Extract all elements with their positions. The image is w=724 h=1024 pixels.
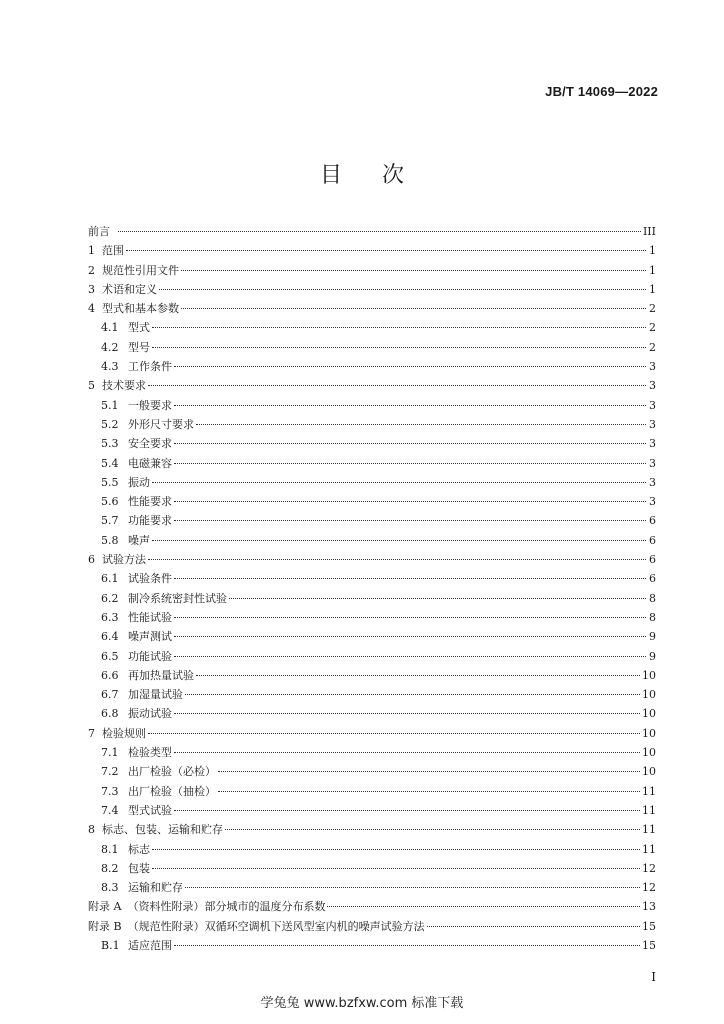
toc-entry-page: 11 [642, 803, 656, 817]
toc-entry-number: 5.3 [101, 437, 119, 451]
footer-watermark: 学兔兔 www.bzfxw.com 标准下载 [260, 996, 464, 1011]
toc-dot-leader [152, 347, 646, 348]
toc-entry-number: 6.3 [101, 610, 119, 624]
toc-entry-number: 6.7 [101, 688, 119, 702]
toc-entry-page: 6 [649, 553, 656, 567]
toc-entry-page: 3 [649, 360, 656, 374]
toc-entry[interactable] [88, 318, 656, 337]
toc-entry-title: 性能试验 [128, 610, 172, 624]
toc-entry-page: 15 [642, 919, 656, 933]
toc-entry[interactable] [88, 569, 656, 588]
toc-entry[interactable] [88, 897, 656, 916]
toc-entry-title: 标志 [128, 842, 150, 856]
toc-entry-title: 适应范围 [128, 938, 172, 952]
toc-entry-page: 3 [649, 398, 656, 412]
toc-dot-leader [427, 926, 640, 927]
toc-entry-page: 1 [649, 263, 656, 277]
toc-entry-number: 4.1 [101, 321, 119, 335]
toc-entry-number: 附录 B [88, 919, 122, 933]
toc-entry-title: 型式 [128, 321, 150, 335]
toc-entry-number: 7.4 [101, 803, 119, 817]
toc-entry-title: （资料性附录）部分城市的温度分布系数 [127, 900, 326, 914]
toc-entry-title: 加湿量试验 [128, 688, 183, 702]
toc-entry[interactable] [88, 357, 656, 376]
page-number: I [651, 970, 656, 984]
toc-entry[interactable] [88, 280, 656, 299]
toc-entry-page: 12 [642, 881, 656, 895]
toc-entry-title: 型式和基本参数 [102, 302, 179, 316]
toc-dot-leader [159, 289, 646, 290]
toc-entry-number: 附录 A [88, 900, 122, 914]
toc-entry-page: 1 [649, 244, 656, 258]
toc-entry-title: 规范性引用文件 [102, 263, 179, 277]
toc-entry-title: 范围 [102, 244, 124, 258]
toc-entry-number: 前言 [88, 225, 110, 238]
toc-entry[interactable] [88, 511, 656, 530]
toc-entry-page: 3 [649, 417, 656, 431]
toc-entry-page: 2 [649, 340, 656, 354]
toc-entry-page: 6 [649, 514, 656, 528]
toc-dot-leader [196, 424, 646, 425]
toc-entry-title: 检验类型 [128, 746, 172, 760]
toc-entry-title: 电磁兼容 [128, 456, 172, 470]
toc-entry[interactable] [88, 608, 656, 627]
toc-entry[interactable] [88, 531, 656, 550]
toc-dot-leader [225, 829, 640, 830]
toc-entry[interactable] [88, 743, 656, 762]
toc-dot-leader [174, 501, 646, 502]
toc-entry-number: 6.2 [101, 591, 119, 605]
toc-entry-title: 再加热量试验 [128, 668, 194, 682]
toc-entry-title: 外形尺寸要求 [128, 417, 194, 431]
toc-entry[interactable] [88, 222, 656, 241]
toc-dot-leader [174, 520, 646, 521]
toc-entry[interactable] [88, 782, 656, 801]
toc-entry-title: 出厂检验（必检） [128, 765, 216, 779]
toc-entry-number: 7.1 [101, 746, 119, 760]
toc-entry-number: 2 [88, 263, 95, 277]
toc-entry-number: 6.5 [101, 649, 119, 663]
toc-entry-number: 6.8 [101, 707, 119, 721]
toc-entry-page: 9 [649, 630, 656, 644]
toc-entry-number: 5.7 [101, 514, 119, 528]
toc-dot-leader [218, 791, 640, 792]
toc-title-part1: 目 [319, 163, 342, 188]
toc-entry-title: 检验规则 [102, 726, 146, 740]
toc-entry-page: 8 [649, 591, 656, 605]
toc-entry-number: 7 [88, 726, 95, 740]
toc-entry-number: 4.2 [101, 340, 119, 354]
toc-entry[interactable] [88, 801, 656, 820]
toc-entry[interactable] [88, 376, 656, 395]
toc-entry-title: 噪声 [128, 533, 150, 547]
toc-entry-title: （规范性附录）双循环空调机下送风型室内机的噪声试验方法 [127, 919, 425, 933]
toc-entry[interactable] [88, 338, 656, 357]
toc-entry[interactable] [88, 762, 656, 781]
toc-entry-title: 工作条件 [128, 360, 172, 374]
toc-entry-number: 8.3 [101, 881, 119, 895]
toc-dot-leader [174, 945, 640, 946]
toc-dot-leader [174, 578, 646, 579]
toc-entry[interactable] [88, 685, 656, 704]
toc-entry-number: 8.2 [101, 861, 119, 875]
toc-entry-page: 2 [649, 302, 656, 316]
toc-entry-page: 3 [649, 495, 656, 509]
toc-entry-title: 型号 [128, 340, 150, 354]
toc-entry-number: 8 [88, 823, 95, 837]
toc-dot-leader [174, 617, 646, 618]
toc-entry-page: 3 [649, 437, 656, 451]
toc-entry-title: 振动 [128, 475, 150, 489]
toc-entry[interactable] [88, 666, 656, 685]
toc-entry-page: 6 [649, 533, 656, 547]
toc-entry-page: 2 [649, 321, 656, 335]
toc-dot-leader [148, 559, 646, 560]
toc-entry[interactable] [88, 704, 656, 723]
toc-entry-title: 包装 [128, 861, 150, 875]
toc-entry-title: 噪声测试 [128, 630, 172, 644]
toc-entry[interactable] [88, 647, 656, 666]
toc-entry-page: 3 [649, 456, 656, 470]
toc-entry-title: 试验方法 [102, 553, 146, 567]
toc-entry-page: 12 [642, 861, 656, 875]
toc-entry-page: 10 [642, 726, 656, 740]
toc-dot-leader [229, 598, 646, 599]
toc-entry[interactable] [88, 261, 656, 280]
toc-dot-leader [174, 463, 646, 464]
toc-entry-number: 7.2 [101, 765, 119, 779]
toc-entry[interactable] [88, 492, 656, 511]
toc-entry-page: 11 [642, 784, 656, 798]
toc-dot-leader [152, 849, 640, 850]
toc-dot-leader [196, 675, 640, 676]
toc-entry-page: 8 [649, 610, 656, 624]
toc-dot-leader [152, 327, 646, 328]
toc-entry-number: 5.4 [101, 456, 119, 470]
toc-entry[interactable] [88, 936, 656, 955]
toc-entry[interactable] [88, 917, 656, 936]
toc-entry-page: 6 [649, 572, 656, 586]
toc-entry[interactable] [88, 627, 656, 646]
toc-entry-number: 5.8 [101, 533, 119, 547]
toc-entry-number: 5 [88, 379, 95, 393]
toc-entry-number: 1 [88, 244, 95, 258]
toc-entry-title: 术语和定义 [102, 282, 157, 296]
toc-dot-leader [181, 270, 646, 271]
toc-entry-number: 8.1 [101, 842, 119, 856]
toc-entry[interactable] [88, 396, 656, 415]
toc-entry-number: 3 [88, 282, 95, 296]
toc-entry-title: 技术要求 [102, 379, 146, 393]
toc-entry-page: 10 [642, 746, 656, 760]
toc-entry-number: 5.1 [101, 398, 119, 412]
toc-entry-title: 试验条件 [128, 572, 172, 586]
toc-entry-number: 6 [88, 553, 95, 567]
toc-entry-title: 型式试验 [128, 803, 172, 817]
toc-entry[interactable] [88, 454, 656, 473]
toc-dot-leader [327, 906, 640, 907]
toc-entry[interactable] [88, 724, 656, 743]
toc-dot-leader [118, 231, 641, 232]
toc-entry-page: 11 [642, 823, 656, 837]
toc-entry-title: 振动试验 [128, 707, 172, 721]
toc-entry-number: 4 [88, 302, 95, 316]
toc-dot-leader [181, 308, 646, 309]
toc-entry-page: 10 [642, 688, 656, 702]
toc-entry-page: 3 [649, 475, 656, 489]
toc-entry-page: 3 [649, 379, 656, 393]
toc-entry[interactable] [88, 589, 656, 608]
toc-entry-page: 1 [649, 282, 656, 296]
toc-entry-page: 10 [642, 765, 656, 779]
toc-entry-page: 11 [642, 842, 656, 856]
standard-code: JB/T 14069—2022 [545, 84, 658, 99]
toc-dot-leader [174, 405, 646, 406]
toc-dot-leader [174, 810, 640, 811]
toc-entry-number: B.1 [101, 938, 120, 952]
toc-dot-leader [185, 694, 640, 695]
toc-dot-leader [185, 887, 640, 888]
toc-entry[interactable] [88, 859, 656, 878]
toc-dot-leader [218, 771, 640, 772]
toc-dot-leader [152, 482, 646, 483]
toc-entry-title: 一般要求 [128, 398, 172, 412]
toc-entry-title: 出厂检验（抽检） [128, 784, 216, 798]
toc-entry-number: 6.6 [101, 668, 119, 682]
toc-entry[interactable] [88, 840, 656, 859]
toc-entry-title: 安全要求 [128, 437, 172, 451]
toc-entry-number: 7.3 [101, 784, 119, 798]
toc-entry[interactable] [88, 820, 656, 839]
toc-entry-number: 4.3 [101, 360, 119, 374]
toc-entry-number: 6.4 [101, 630, 119, 644]
toc-dot-leader [148, 385, 646, 386]
toc-entry[interactable] [88, 299, 656, 318]
toc-dot-leader [174, 752, 640, 753]
toc-entry[interactable] [88, 415, 656, 434]
toc-entry-number: 5.6 [101, 495, 119, 509]
toc-entry-title: 性能要求 [128, 495, 172, 509]
toc-entry-page: III [642, 225, 656, 238]
toc-entry[interactable] [88, 878, 656, 897]
toc-entry-page: 13 [642, 900, 656, 914]
toc-entry-title: 功能要求 [128, 514, 172, 528]
toc-entry-title: 运输和贮存 [128, 881, 183, 895]
toc-entry-page: 9 [649, 649, 656, 663]
toc-title-part2: 次 [382, 163, 405, 188]
toc-entry-number: 6.1 [101, 572, 119, 586]
toc-dot-leader [174, 636, 646, 637]
toc-list [88, 222, 656, 955]
toc-entry[interactable] [88, 241, 656, 260]
toc-entry-title: 功能试验 [128, 649, 172, 663]
toc-entry-page: 10 [642, 668, 656, 682]
toc-dot-leader [174, 443, 646, 444]
toc-dot-leader [174, 656, 646, 657]
toc-dot-leader [152, 540, 646, 541]
toc-entry[interactable] [88, 550, 656, 569]
toc-dot-leader [174, 366, 646, 367]
toc-dot-leader [174, 713, 640, 714]
toc-entry-number: 5.2 [101, 417, 119, 431]
toc-dot-leader [126, 250, 646, 251]
toc-entry[interactable] [88, 434, 656, 453]
toc-dot-leader [152, 868, 640, 869]
toc-entry-title: 标志、包装、运输和贮存 [102, 823, 223, 837]
toc-entry-page: 10 [642, 707, 656, 721]
toc-title [0, 158, 724, 189]
toc-entry-number: 5.5 [101, 475, 119, 489]
toc-entry[interactable] [88, 473, 656, 492]
toc-entry-title: 制冷系统密封性试验 [128, 591, 227, 605]
toc-dot-leader [148, 733, 640, 734]
toc-entry-page: 15 [642, 938, 656, 952]
